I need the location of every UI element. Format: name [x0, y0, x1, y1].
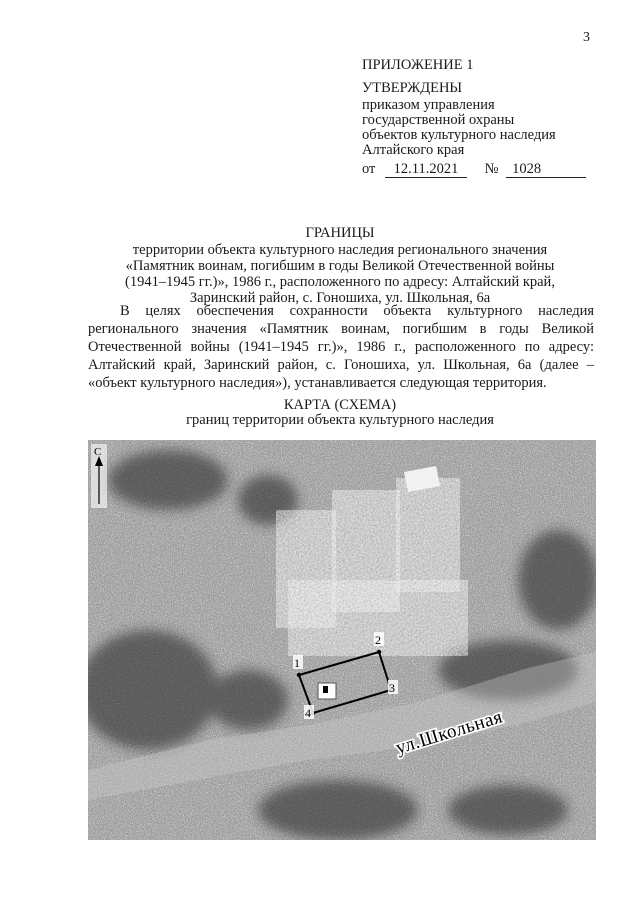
street-label: ул.Школьная: [393, 706, 506, 759]
point-3-label: 3: [389, 681, 395, 695]
point-2-marker: [377, 650, 381, 654]
point-4-label: 4: [305, 706, 311, 720]
title-line: Заринский район, с. Гоношиха, ул. Школьная, 6а: [189, 290, 491, 306]
map-svg: [88, 440, 596, 840]
point-1-label: 1: [294, 656, 300, 670]
monument-icon: [323, 686, 328, 693]
title-line: территории объекта культурного наследия регионального значения: [132, 242, 548, 258]
body-paragraph: [88, 302, 594, 392]
approval-line: Алтайского края: [362, 142, 465, 158]
document-title: [60, 225, 620, 306]
approved-heading: УТВЕРЖДЕНЫ: [362, 80, 463, 96]
date-prefix: от: [362, 161, 376, 177]
body-text: В целях обеспечения сохранности объекта культурного наследия регионального значения «Памятник воинам, погибшим в годы Великой Отечественной войны (1941–1945 гг.)», 1986 г., расположенного по адресу: Алтайский край, Заринский район, с. Гоношиха, ул. Школьная, 6а (далее – «объект культурного наследия»), устанавливается следующая территория.: [88, 303, 594, 391]
point-2-label: 2: [375, 633, 381, 647]
approval-line: государственной охраны: [362, 112, 515, 128]
map-subtitle: границ территории объекта культурного наследия: [186, 412, 494, 428]
order-number: 1028: [506, 162, 586, 178]
order-date: 12.11.2021: [385, 162, 467, 178]
map-title: [60, 398, 620, 428]
approval-block: [362, 58, 586, 178]
number-prefix: №: [484, 161, 499, 177]
appendix-heading: ПРИЛОЖЕНИЕ 1: [362, 57, 474, 73]
order-date-row: [362, 162, 586, 178]
page-number: 3: [583, 30, 590, 45]
north-label: С: [94, 446, 102, 458]
title-line: (1941–1945 гг.)», 1986 г., расположенного по адресу: Алтайский край,: [125, 274, 555, 290]
approval-line: приказом управления: [362, 97, 495, 113]
map-heading: КАРТА (СХЕМА): [283, 397, 397, 413]
title-heading: ГРАНИЦЫ: [305, 225, 375, 241]
title-line: «Памятник воинам, погибшим в годы Великой Отечественной войны: [125, 258, 555, 274]
approval-line: объектов культурного наследия: [362, 127, 556, 143]
satellite-map: [88, 440, 596, 840]
point-1-marker: [297, 673, 301, 677]
